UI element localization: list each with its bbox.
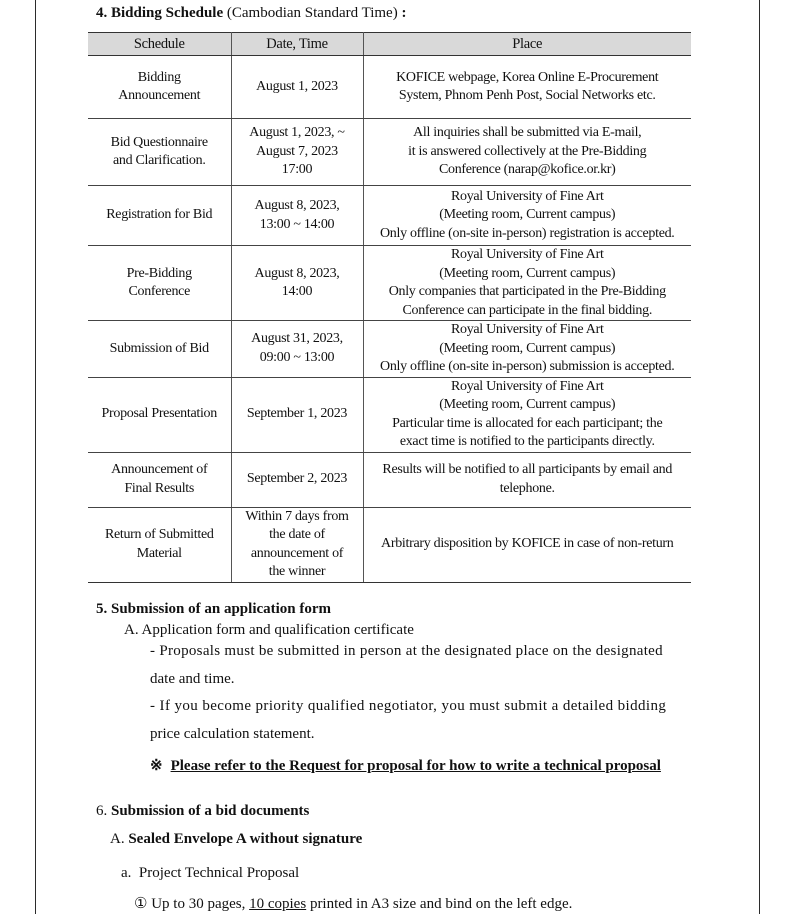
bidding-schedule-table (88, 32, 691, 583)
place-cell (363, 186, 691, 246)
section-6-bullet-1 (134, 894, 572, 913)
table-row (88, 377, 691, 452)
section-4-number: 4. (96, 5, 108, 21)
table-row (88, 119, 691, 186)
date-time-cell-line: Within 7 days from (245, 508, 349, 524)
schedule-cell (88, 246, 231, 321)
date-time-cell-line: August 1, 2023, ~ (249, 125, 345, 141)
reference-mark-icon: ※ (150, 758, 163, 774)
date-time-cell (231, 246, 363, 321)
place-cell (363, 246, 691, 321)
date-time-cell (231, 119, 363, 186)
section-5-para2-line1: - If you become priority qualified negotiator, you must submit a detailed bidding (150, 698, 667, 714)
schedule-cell (88, 186, 231, 246)
place-cell (363, 507, 691, 582)
section-4-title: Bidding Schedule (111, 5, 224, 21)
column-header-place: Place (363, 33, 691, 56)
date-time-cell-line: August 1, 2023 (256, 78, 338, 94)
place-cell-line: (Meeting room, Current campus) (439, 340, 616, 356)
schedule-cell (88, 507, 231, 582)
schedule-cell-line: Submission of Bid (109, 340, 209, 356)
circled-one-icon: ① (134, 896, 148, 912)
place-cell-line: Conference can participate in the final bidding. (402, 302, 653, 318)
column-header-date-time: Date, Time (231, 33, 363, 56)
date-time-cell-line: August 31, 2023, (251, 331, 343, 347)
section-4-colon: : (397, 5, 407, 21)
table-row (88, 507, 691, 582)
schedule-cell (88, 452, 231, 507)
date-time-cell-line: August 8, 2023, (254, 198, 340, 213)
section-6-number: 6. (96, 803, 108, 819)
place-cell-line: System, Phnom Penh Post, Social Networks etc. (398, 88, 656, 103)
schedule-cell-line: Announcement of (111, 462, 208, 477)
column-header-schedule: Schedule (88, 33, 231, 56)
section-4-subtitle: (Cambodian Standard Time) (223, 5, 398, 21)
place-cell (363, 377, 691, 452)
section-5-para1-line2: date and time. (150, 671, 235, 687)
table-row (88, 321, 691, 378)
place-cell-line: telephone. (499, 480, 555, 496)
schedule-cell-line: Final Results (124, 480, 195, 496)
date-time-cell-line: September 2, 2023 (246, 471, 348, 487)
schedule-cell-line: Announcement (118, 88, 201, 103)
date-time-cell (231, 56, 363, 119)
schedule-cell-line: and Clarification. (112, 153, 206, 168)
section-5-item-a: A. Application form and qualification certificate (124, 622, 414, 638)
place-cell-line: KOFICE webpage, Korea Online E-Procurement (396, 69, 659, 85)
proposal-note (150, 756, 661, 775)
place-cell-line: Only offline (on-site in-person) submission is accepted. (380, 359, 675, 374)
place-cell-line: Particular time is allocated for each participant; the (392, 415, 663, 431)
date-time-cell (231, 507, 363, 582)
section-6-item-a-a (121, 865, 299, 882)
date-time-cell-line: August 7, 2023 (256, 143, 338, 159)
schedule-cell (88, 56, 231, 119)
section-6-item-a (110, 831, 362, 848)
table-row (88, 186, 691, 246)
table-row (88, 56, 691, 119)
date-time-cell-line: announcement of (250, 545, 344, 561)
place-cell-line: (Meeting room, Current campus) (439, 265, 616, 281)
table-body (88, 56, 691, 583)
table-row (88, 452, 691, 507)
place-cell (363, 452, 691, 507)
place-cell-line: Only companies that participated in the Pre-Bidding (388, 284, 666, 299)
place-cell-line: Royal University of Fine Art (450, 188, 604, 204)
date-time-cell-line: 09:00 ~ 13:00 (259, 349, 335, 365)
date-time-cell (231, 321, 363, 378)
section-6-item-a-a-label: a. (121, 865, 132, 881)
schedule-cell-line: Conference (128, 284, 191, 299)
date-time-cell-line: August 8, 2023, (254, 265, 340, 281)
place-cell-line: exact time is notified to the participants directly. (399, 434, 655, 449)
section-6-title: Submission of a bid documents (111, 803, 310, 819)
schedule-cell-line: Bidding (137, 69, 181, 85)
table-row (88, 246, 691, 321)
place-cell-line: Royal University of Fine Art (450, 322, 604, 337)
table-header-row (88, 33, 691, 56)
section-6-heading (96, 803, 309, 820)
section-6-item-a-title: Sealed Envelope A without signature (128, 831, 363, 847)
date-time-cell-line: 13:00 ~ 14:00 (259, 216, 335, 232)
date-time-cell-line: the winner (268, 564, 326, 579)
date-time-cell-line: the date of (269, 527, 325, 542)
place-cell-line: Royal University of Fine Art (450, 378, 604, 394)
schedule-cell-line: Material (136, 545, 182, 561)
bullet-1-pre: Up to 30 pages, (147, 896, 250, 912)
date-time-cell-line: 14:00 (281, 284, 313, 299)
schedule-cell (88, 119, 231, 186)
section-5-heading (96, 601, 331, 618)
bullet-1-post: printed in A3 size and bind on the left edge. (306, 896, 573, 912)
section-5-para1-line1: - Proposals must be submitted in person at the designated place on the designated (150, 643, 663, 659)
date-time-cell-line: 17:00 (281, 162, 313, 178)
place-cell-line: (Meeting room, Current campus) (439, 207, 616, 223)
section-4-heading (96, 5, 406, 22)
place-cell-line: Royal University of Fine Art (450, 247, 604, 262)
place-cell-line: Arbitrary disposition by KOFICE in case of non-return (381, 536, 674, 552)
left-margin-line (35, 0, 36, 914)
section-6-item-a-label: A. (110, 831, 125, 847)
proposal-note-text: Please refer to the Request for proposal for how to write a technical proposal (170, 758, 661, 774)
place-cell (363, 321, 691, 378)
bullet-1-copies: 10 copies (249, 896, 307, 912)
place-cell-line: All inquiries shall be submitted via E-mail, (413, 125, 642, 141)
schedule-cell-line: Proposal Presentation (101, 406, 217, 422)
schedule-cell-line: Return of Submitted (104, 527, 214, 542)
section-5-title: Submission of an application form (111, 601, 332, 617)
schedule-cell-line: Bid Questionnaire (110, 134, 208, 150)
place-cell-line: Only offline (on-site in-person) registration is accepted. (379, 225, 675, 241)
date-time-cell (231, 452, 363, 507)
schedule-cell-line: Pre-Bidding (126, 265, 192, 281)
date-time-cell (231, 186, 363, 246)
place-cell-line: Conference (narap@kofice.or.kr) (438, 162, 616, 178)
date-time-cell (231, 377, 363, 452)
section-6-item-a-a-title: Project Technical Proposal (138, 865, 300, 881)
place-cell-line: Results will be notified to all participants by email and (382, 462, 673, 477)
place-cell-line: it is answered collectively at the Pre-Bidding (408, 143, 647, 159)
section-5-number: 5. (96, 601, 108, 617)
place-cell (363, 56, 691, 119)
schedule-cell-line: Registration for Bid (106, 207, 213, 223)
place-cell (363, 119, 691, 186)
right-margin-line (759, 0, 760, 914)
section-5-para2-line2: price calculation statement. (150, 726, 315, 742)
date-time-cell-line: September 1, 2023 (246, 406, 348, 422)
schedule-cell (88, 321, 231, 378)
schedule-cell (88, 377, 231, 452)
place-cell-line: (Meeting room, Current campus) (439, 397, 616, 412)
